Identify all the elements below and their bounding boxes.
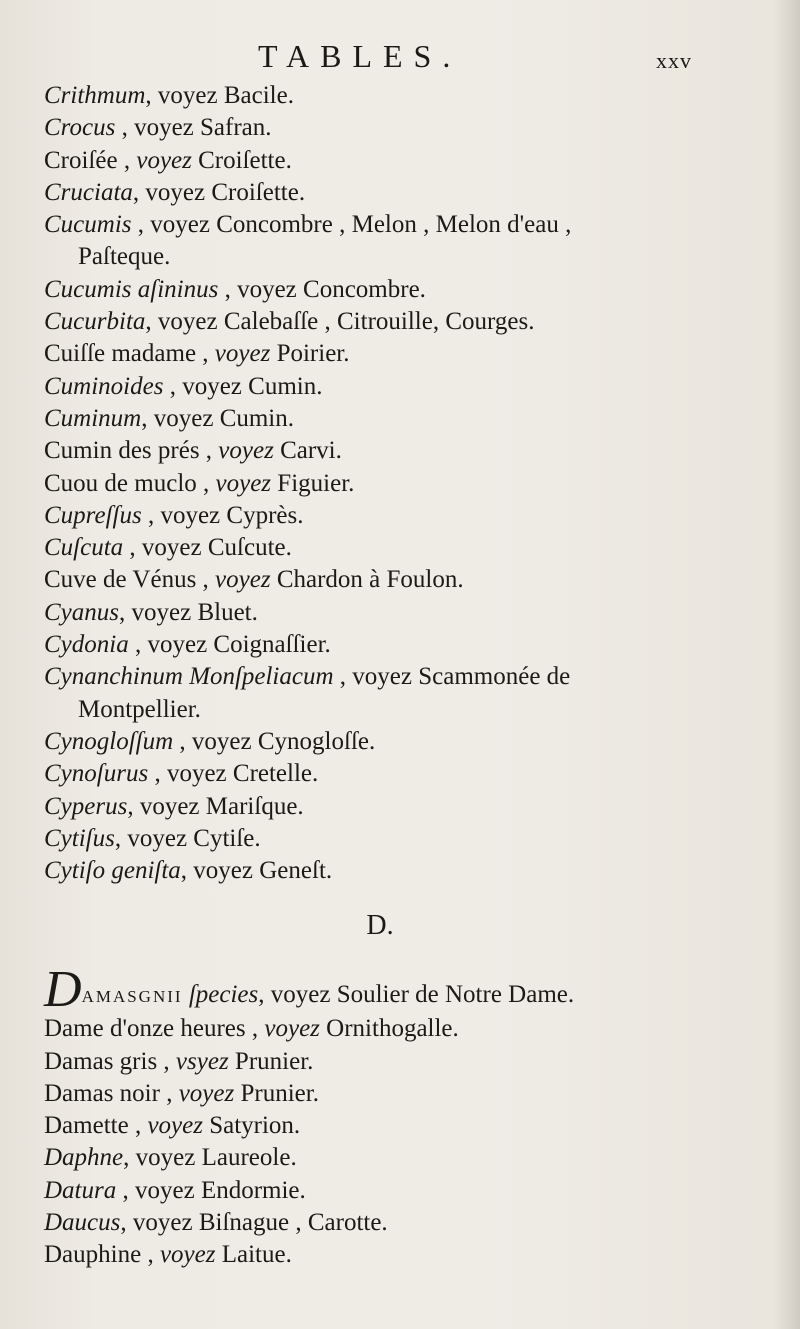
index-entry — [44, 1013, 764, 1045]
entry-separator: , — [141, 501, 161, 529]
entry-target: Geneſt. — [253, 857, 333, 885]
entry-term: Damas gris — [44, 1047, 158, 1075]
entry-target: Croiſette. — [205, 178, 306, 206]
entry-target: Chardon à Foulon. — [270, 566, 464, 594]
entry-voyez: voyez — [166, 760, 227, 788]
page-edge-shadow — [774, 0, 800, 1329]
entry-target: Figuier. — [271, 469, 355, 497]
index-entry — [44, 403, 744, 435]
entry-term-smallcaps: AMASGNII — [81, 987, 183, 1006]
index-entry — [44, 1142, 764, 1174]
entry-term: Damette — [44, 1112, 129, 1140]
entry-voyez: voyez — [193, 857, 253, 885]
entry-voyez: voyez — [270, 981, 331, 1008]
entry-term: Cucumis — [44, 211, 132, 239]
index-entry — [44, 306, 744, 338]
entry-voyez: vsyez — [175, 1047, 229, 1075]
entry-separator: , — [120, 1209, 133, 1237]
index-entry — [44, 726, 744, 758]
entry-voyez: voyez — [352, 663, 412, 691]
entry-separator: , — [117, 146, 137, 174]
entry-separator: , — [127, 792, 140, 820]
entry-term-rest: ſpecies — [182, 981, 259, 1008]
entry-separator: , — [258, 981, 271, 1008]
entry-separator: , — [114, 824, 128, 852]
entry-voyez: voyez — [127, 824, 188, 852]
index-entry — [44, 661, 744, 726]
entry-term: Croiſée — [44, 146, 118, 174]
entry-separator: , — [245, 1015, 265, 1043]
entry-term: Cynoſurus — [44, 760, 149, 788]
index-entry — [44, 1078, 764, 1110]
entry-target: Croiſette. — [191, 146, 292, 174]
entry-separator: , — [145, 82, 158, 109]
index-entry — [44, 597, 744, 629]
entry-target: Carvi. — [273, 437, 342, 465]
entry-target: Prunier. — [228, 1047, 314, 1075]
index-entry — [44, 1239, 764, 1271]
entry-continuation: Paſteque. — [78, 243, 171, 271]
entry-target: Cynogloſſe. — [251, 727, 376, 755]
entry-term: Cydonia — [44, 631, 129, 659]
entry-separator: , — [163, 372, 183, 400]
entry-voyez: voyez — [145, 178, 206, 206]
entry-voyez: voyez — [182, 372, 242, 400]
index-entry — [44, 274, 744, 306]
running-head: TABLES. — [258, 38, 462, 74]
entry-separator: , — [333, 663, 353, 691]
entry-target: Cumin. — [213, 404, 295, 432]
entry-term: Cuſcuta — [44, 534, 124, 562]
entry-target: Poirier. — [270, 340, 350, 368]
entry-separator: , — [196, 566, 216, 594]
entry-voyez: voyez — [131, 598, 192, 626]
entry-target: Cretelle. — [226, 760, 319, 788]
entry-target: Cuſcute. — [201, 534, 292, 562]
entry-separator: , — [173, 727, 192, 755]
entry-separator: , — [116, 1176, 135, 1204]
entry-voyez: voyez — [147, 1112, 203, 1140]
entry-separator: , — [148, 760, 167, 788]
entry-term: Cupreſſus — [44, 501, 142, 529]
entry-target: Calebaſſe , Citrouille, Courges. — [217, 308, 535, 336]
entry-term: Cucurbita — [44, 308, 146, 336]
entry-separator: , — [132, 178, 146, 206]
index-entry — [44, 500, 744, 532]
drop-cap: D — [44, 961, 82, 1018]
entry-term: Cumin des prés — [44, 437, 200, 465]
index-entry — [44, 1175, 764, 1207]
entry-target: Concombre , Melon , Melon d'eau , — [209, 211, 572, 239]
index-entry-damasgnii — [44, 961, 764, 1018]
entry-separator: , — [131, 211, 151, 239]
index-entry — [44, 758, 744, 790]
entry-target: Mariſque. — [199, 792, 304, 820]
entry-separator: , — [199, 437, 219, 465]
index-entry — [44, 855, 744, 887]
entry-voyez: voyez — [136, 146, 192, 174]
index-entry — [44, 371, 744, 403]
entry-term: Dame d'onze heures — [44, 1015, 246, 1043]
entry-voyez: voyez — [159, 1241, 216, 1269]
entry-separator: , — [128, 631, 148, 659]
entry-term: Cuminum — [44, 404, 142, 432]
entry-separator: , — [141, 1241, 160, 1269]
index-entry — [44, 209, 744, 274]
entry-target: Prunier. — [234, 1079, 319, 1107]
entry-target: Bluet. — [191, 598, 258, 626]
entry-term: Crithmum — [44, 82, 146, 109]
entry-separator: , — [180, 857, 194, 885]
page-number: xxv — [656, 48, 692, 73]
entry-term: Crocus — [44, 114, 116, 142]
entry-term: Cyanus — [44, 598, 119, 626]
entry-target: Endormie. — [194, 1176, 306, 1204]
entry-separator: , — [145, 308, 158, 336]
index-entry — [44, 532, 744, 564]
index-entries-c — [44, 80, 744, 887]
entry-term: Damas noir — [44, 1079, 160, 1107]
entry-voyez: voyez — [157, 82, 218, 109]
entry-voyez: voyez — [141, 534, 202, 562]
entry-separator: , — [141, 404, 154, 432]
index-entries-d-list — [44, 1013, 764, 1271]
index-entry — [44, 80, 744, 112]
entry-voyez: voyez — [215, 566, 271, 594]
entry-voyez: voyez — [153, 404, 214, 432]
entry-term: Cytiſo geniſta — [44, 857, 181, 885]
entry-term: Cuou de muclo — [44, 469, 197, 497]
entry-target: Laitue. — [215, 1241, 292, 1269]
entry-term: Daphne — [44, 1144, 124, 1172]
entry-target: Satyrion. — [202, 1112, 301, 1140]
entry-voyez: voyez — [132, 1209, 193, 1237]
entry-separator: , — [157, 1047, 176, 1075]
index-entry — [44, 145, 744, 177]
entry-voyez: voyez — [139, 792, 200, 820]
index-entry — [44, 1207, 764, 1239]
entry-voyez: voyez — [237, 275, 297, 303]
entry-target: Safran. — [193, 114, 272, 142]
entry-voyez: voyez — [135, 1144, 196, 1172]
entry-target: Cytiſe. — [187, 824, 261, 852]
entry-separator: , — [159, 1079, 179, 1107]
entry-target: Scammonée de — [411, 663, 571, 691]
entry-term: Cuminoides — [44, 372, 164, 400]
entry-separator: , — [119, 598, 132, 626]
entry-term: Cuiſſe madame — [44, 340, 197, 368]
entry-term: Cyperus — [44, 792, 128, 820]
entry-voyez: voyez — [214, 340, 271, 368]
index-entry — [44, 112, 744, 144]
index-entry — [44, 791, 744, 823]
entry-target: Bacile. — [217, 82, 294, 109]
index-entry — [44, 823, 744, 855]
entry-continuation: Montpellier. — [78, 695, 201, 723]
entry-term: Cynanchinum Monſpeliacum — [44, 663, 334, 691]
entry-term: Daucus — [44, 1209, 121, 1237]
entry-voyez: voyez — [178, 1079, 235, 1107]
entry-voyez: voyez — [191, 727, 252, 755]
entry-separator: , — [123, 534, 142, 562]
entry-target: Concombre. — [296, 275, 426, 303]
entry-voyez: voyez — [157, 308, 218, 336]
entry-target: Laureole. — [195, 1144, 297, 1172]
entry-separator: , — [115, 114, 135, 142]
entry-term: Cuve de Vénus — [44, 566, 197, 594]
entry-target: Cyprès. — [220, 501, 304, 529]
entry-voyez: voyez — [264, 1015, 320, 1043]
entry-voyez: voyez — [134, 114, 194, 142]
index-entry — [44, 1046, 764, 1078]
entry-term: Cytiſus — [44, 824, 115, 852]
entry-term: Cynogloſſum — [44, 727, 174, 755]
index-entries-d — [44, 961, 764, 1272]
index-entry — [44, 177, 744, 209]
index-entry — [44, 1110, 764, 1142]
index-entry — [44, 435, 744, 467]
entry-target: Ornithogalle. — [319, 1015, 459, 1043]
entry-voyez: voyez — [134, 1176, 195, 1204]
entry-term: Dauphine — [44, 1241, 142, 1269]
entry-target: Cumin. — [241, 372, 323, 400]
entry-voyez: voyez — [215, 469, 272, 497]
entry-term: Cucumis aſininus — [44, 275, 219, 303]
index-entry — [44, 468, 744, 500]
entry-separator: , — [123, 1144, 136, 1172]
index-entry — [44, 629, 744, 661]
section-heading-d: D. — [366, 910, 394, 941]
entry-separator: , — [128, 1112, 148, 1140]
page-header — [0, 38, 800, 78]
entry-term: Cruciata — [44, 178, 133, 206]
index-entry — [44, 338, 744, 370]
entry-target: Soulier de Notre Dame. — [330, 981, 575, 1008]
index-entry — [44, 564, 744, 596]
entry-voyez: voyez — [218, 437, 274, 465]
entry-target: Coignaſſier. — [207, 631, 331, 659]
entry-separator: , — [218, 275, 238, 303]
entry-voyez: voyez — [160, 501, 221, 529]
entry-target: Biſnague , Carotte. — [192, 1209, 388, 1237]
entry-term: Datura — [44, 1176, 117, 1204]
entry-separator: , — [196, 469, 216, 497]
entry-voyez: voyez — [147, 631, 208, 659]
entry-voyez: voyez — [150, 211, 210, 239]
entry-separator: , — [196, 340, 215, 368]
